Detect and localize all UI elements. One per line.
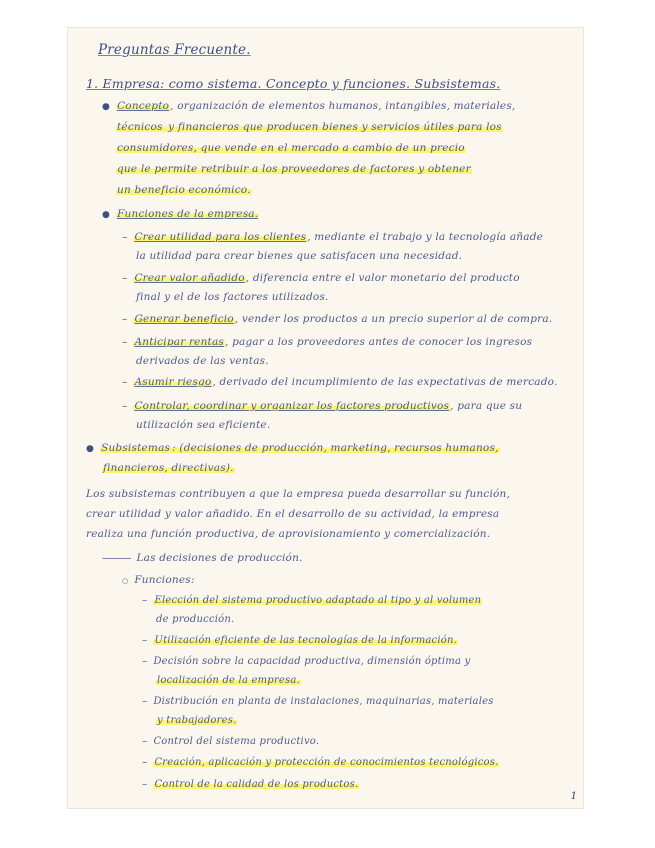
page-number: 1: [570, 791, 577, 802]
concepto-highlight: que le permite retribuir a los proveedores de factores y obtener: [117, 163, 471, 175]
dash-icon: –: [122, 376, 128, 388]
page-title: Preguntas Frecuente.: [98, 42, 251, 58]
funcion-key: Crear utilidad para los clientes: [134, 231, 307, 243]
decisiones-heading-text: Las decisiones de producción.: [136, 552, 303, 564]
paragraph-line-3: realiza una función productiva, de aprovisionamiento y comercialización.: [86, 528, 491, 540]
funcion-key: Crear valor añadido: [134, 272, 245, 284]
prod-item-4-cont: [156, 714, 583, 726]
funcion-key: Anticipar rentas: [134, 336, 225, 348]
subsistemas-line-1: [86, 442, 583, 454]
funcion-item-6: [122, 400, 583, 412]
dash-icon: –: [142, 778, 148, 790]
prod-item-1-cont: [156, 613, 583, 625]
prod-item-4: [142, 695, 583, 707]
funciones-heading: [102, 208, 583, 220]
dash-icon: –: [122, 336, 128, 348]
subsistemas-text: financieros, directivas).: [103, 462, 234, 474]
notebook-page: [68, 28, 583, 808]
prod-item-2: [142, 634, 583, 646]
funciones-label: Funciones:: [134, 574, 195, 586]
bullet-icon: ●: [86, 444, 95, 454]
dash-icon: –: [122, 272, 128, 284]
prod-item-7: [142, 778, 583, 790]
funciones-label-line: [122, 574, 583, 586]
funcion-item-4-cont: derivados de las ventas.: [136, 355, 269, 367]
prod-text: localización de la empresa.: [157, 675, 300, 686]
funcion-text: , mediante el trabajo y la tecnología añade: [307, 231, 544, 243]
decisiones-heading: [102, 552, 583, 564]
prod-text: Creación, aplicación y protección de conocimientos tecnológicos.: [154, 757, 499, 768]
funcion-item-6-cont: utilización sea eficiente.: [136, 419, 271, 431]
paragraph-line-2: crear utilidad y valor añadido. En el desarrollo de su actividad, la empresa: [86, 508, 500, 520]
funcion-text: , vender los productos a un precio superior al de compra.: [234, 313, 553, 325]
concepto-line-3: [116, 142, 583, 154]
concepto-text: , organización de elementos humanos, intangibles, materiales,: [170, 100, 516, 112]
dash-icon: –: [122, 231, 128, 243]
prod-text: Elección del sistema productivo adaptado al tipo y al volumen: [154, 595, 482, 606]
bullet-icon: ○: [122, 577, 129, 585]
funcion-key: Generar beneficio: [134, 313, 234, 325]
funcion-key: Controlar, coordinar y organizar los factores productivos: [134, 400, 450, 412]
concepto-highlight: consumidores, que vende en el mercado a cambio de un precio: [117, 142, 465, 154]
concepto-line-1: [102, 100, 583, 112]
subsistemas-line-2: [102, 462, 583, 474]
prod-text: Distribución en planta de instalaciones, maquinarias, materiales: [153, 696, 494, 707]
dash-icon: –: [122, 313, 128, 325]
dash-icon: –: [142, 634, 148, 646]
funcion-item-1: [122, 231, 583, 243]
dash-icon: –: [142, 695, 148, 707]
funcion-item-3: [122, 313, 583, 325]
funcion-text: , pagar a los proveedores antes de conocer los ingresos: [225, 336, 533, 348]
concepto-highlight: técnicos: [117, 121, 163, 133]
funcion-text: , diferencia entre el valor monetario del producto: [245, 272, 520, 284]
prod-item-1: [142, 594, 583, 606]
long-dash-icon: ———: [102, 552, 131, 564]
prod-item-6: [142, 756, 583, 768]
prod-text: Utilización eficiente de las tecnologías de la información.: [154, 635, 457, 646]
prod-item-3-cont: [156, 674, 583, 686]
funcion-text: , para que su: [450, 400, 523, 412]
prod-text: de producción.: [156, 614, 235, 625]
paragraph-line-1: Los subsistemas contribuyen a que la empresa pueda desarrollar su función,: [86, 488, 511, 500]
concepto-highlight: y financieros que producen bienes y servicios útiles para los: [164, 121, 502, 133]
prod-text: Decisión sobre la capacidad productiva, dimensión óptima y: [153, 656, 471, 667]
prod-text: Control del sistema productivo.: [153, 736, 320, 747]
prod-text: y trabajadores.: [157, 715, 237, 726]
dash-icon: –: [142, 594, 148, 606]
bullet-icon: ●: [102, 210, 111, 220]
dash-icon: –: [142, 655, 148, 667]
concepto-label: Concepto: [117, 100, 170, 112]
funcion-item-5: [122, 376, 583, 388]
prod-item-3: [142, 655, 583, 667]
funcion-item-1-cont: la utilidad para crear bienes que satisfacen una necesidad.: [136, 250, 463, 262]
funcion-item-2-cont: final y el de los factores utilizados.: [136, 291, 329, 303]
prod-item-5: [142, 735, 583, 747]
dash-icon: –: [122, 400, 128, 412]
section-heading-empresa: 1. Empresa: como sistema. Concepto y funciones. Subsistemas.: [86, 76, 501, 91]
subsistemas-label: Subsistemas: [101, 442, 171, 454]
concepto-highlight: un beneficio económico.: [117, 184, 251, 196]
dash-icon: –: [142, 756, 148, 768]
funcion-key: Asumir riesgo: [134, 376, 212, 388]
funcion-item-4: [122, 336, 583, 348]
dash-icon: –: [142, 735, 148, 747]
concepto-line-4: [116, 163, 583, 175]
concepto-line-2: [116, 121, 583, 133]
concepto-line-5: [116, 184, 583, 196]
bullet-icon: ●: [102, 102, 111, 112]
funciones-heading-text: Funciones de la empresa.: [117, 208, 259, 220]
funcion-text: , derivado del incumplimiento de las expectativas de mercado.: [212, 376, 558, 388]
subsistemas-text: : (decisiones de producción, marketing, recursos humanos,: [172, 442, 499, 454]
funcion-item-2: [122, 272, 583, 284]
prod-text: Control de la calidad de los productos.: [154, 779, 359, 790]
